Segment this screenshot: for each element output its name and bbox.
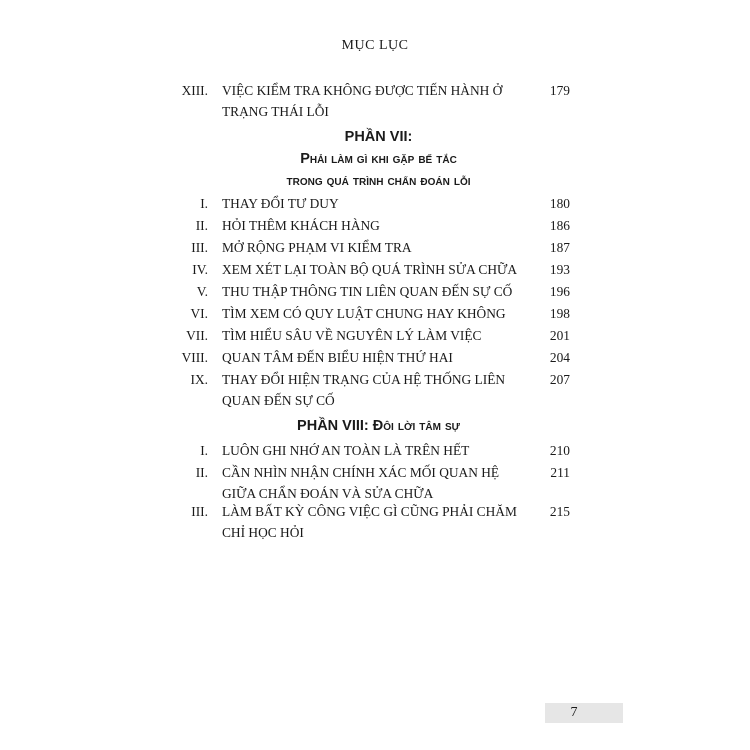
entry-number: VI. <box>190 306 208 321</box>
entry-page: 179 <box>549 83 570 98</box>
entry-page: 193 <box>549 262 570 277</box>
part-viii-heading: PHẦN VIII: Đôi lời tâm sự <box>297 418 460 434</box>
entry-page: 215 <box>549 504 570 519</box>
entry-title: TÌM HIỂU SÂU VỀ NGUYÊN LÝ LÀM VIỆC <box>222 328 482 343</box>
entry-number: IV. <box>192 262 208 277</box>
entry-number: II. <box>195 218 208 233</box>
part-vii-label: PHẦN VII: <box>344 129 413 145</box>
entry-number: I. <box>200 443 208 458</box>
running-header: MỤC LỤC <box>341 38 409 53</box>
entry-title: QUAN TÂM ĐẾN BIỂU HIỆN THỨ HAI <box>222 350 453 365</box>
entry-title: THAY ĐỔI HIỆN TRẠNG CỦA HỆ THỐNG LIÊN QUAN ĐẾN SỰ CỐ <box>222 372 506 408</box>
entry-title: CẦN NHÌN NHẬN CHÍNH XÁC MỐI QUAN HỆ GIỮA CHẨN ĐOÁN VÀ SỬA CHỮA <box>222 465 500 501</box>
entry-title: TÌM XEM CÓ QUY LUẬT CHUNG HAY KHÔNG <box>222 306 506 321</box>
entry-page: 211 <box>550 465 570 480</box>
entry-page: 187 <box>549 240 570 255</box>
entry-page: 198 <box>549 306 570 321</box>
page-number-box <box>545 703 623 723</box>
entry-page: 201 <box>549 328 570 343</box>
entry-title: LÀM BẤT KỲ CÔNG VIỆC GÌ CŨNG PHẢI CHĂM CHỈ HỌC HỎI <box>222 504 517 540</box>
entry-page: 207 <box>549 372 570 387</box>
entry-number: III. <box>191 504 208 519</box>
part-vii-title-line2: trong quá trình chẩn đoán lỗi <box>286 173 471 189</box>
entry-page: 180 <box>549 196 570 211</box>
entry-title: LUÔN GHI NHỚ AN TOÀN LÀ TRÊN HẾT <box>222 443 470 458</box>
entry-page: 186 <box>549 218 570 233</box>
entry-title: VIỆC KIỂM TRA KHÔNG ĐƯỢC TIẾN HÀNH Ở TRẠNG THÁI LỖI <box>222 83 503 119</box>
entry-title: XEM XÉT LẠI TOÀN BỘ QUÁ TRÌNH SỬA CHỮA <box>222 262 518 277</box>
entry-number: II. <box>195 465 208 480</box>
entry-number: III. <box>191 240 208 255</box>
entry-number: I. <box>200 196 208 211</box>
entry-title: THAY ĐỔI TƯ DUY <box>222 196 339 211</box>
entry-page: 196 <box>549 284 570 299</box>
entry-page: 210 <box>549 443 570 458</box>
page-number: 7 <box>570 705 578 720</box>
entry-number: XIII. <box>181 83 208 98</box>
entry-title: HỎI THÊM KHÁCH HÀNG <box>222 218 380 233</box>
entry-number: V. <box>196 284 208 299</box>
entry-page: 204 <box>549 350 570 365</box>
entry-number: VII. <box>186 328 208 343</box>
entry-title: THU THẬP THÔNG TIN LIÊN QUAN ĐẾN SỰ CỐ <box>222 284 513 299</box>
entry-title: MỞ RỘNG PHẠM VI KIỂM TRA <box>222 240 412 255</box>
part-vii-title-line1: Phải làm gì khi gặp bế tắc <box>300 151 457 167</box>
entry-number: VIII. <box>181 350 208 365</box>
entry-number: IX. <box>190 372 208 387</box>
